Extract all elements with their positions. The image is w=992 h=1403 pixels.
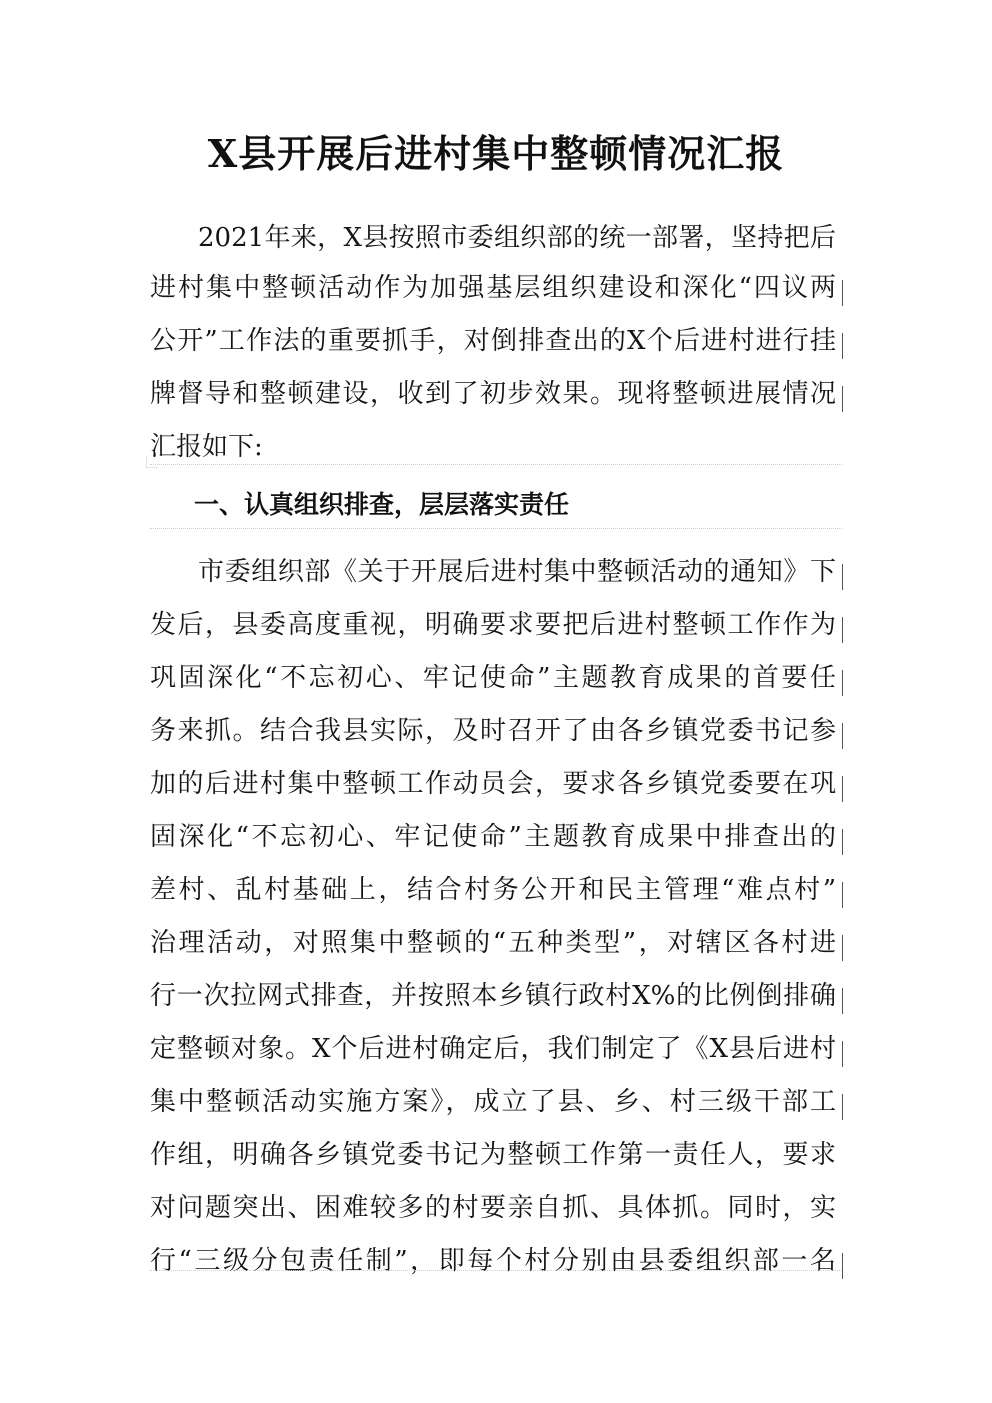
body-line: 市委组织部《关于开展后进村集中整顿活动的通知》下 bbox=[198, 557, 836, 587]
margin-mark bbox=[842, 617, 843, 643]
margin-mark bbox=[842, 723, 843, 749]
margin-mark bbox=[842, 1041, 843, 1067]
document-title: X县开展后进村集中整顿情况汇报 bbox=[207, 131, 785, 176]
intro-line: 进村集中整顿活动作为加强基层组织建设和深化“四议两 bbox=[150, 273, 836, 303]
section-divider bbox=[150, 464, 842, 465]
body-line: 行一次拉网式排查，并按照本乡镇行政村X%的比例倒排确 bbox=[150, 981, 836, 1011]
margin-mark bbox=[842, 564, 843, 590]
margin-mark bbox=[842, 670, 843, 696]
page-bottom-divider bbox=[150, 1270, 842, 1271]
body-line: 加的后进村集中整顿工作动员会，要求各乡镇党委要在巩 bbox=[150, 769, 836, 799]
body-line: 治理活动，对照集中整顿的“五种类型”，对辖区各村进 bbox=[150, 928, 836, 958]
body-line: 行“三级分包责任制”，即每个村分别由县委组织部一名 bbox=[150, 1246, 836, 1276]
body-line: 作组，明确各乡镇党委书记为整顿工作第一责任人，要求 bbox=[150, 1140, 836, 1170]
margin-mark bbox=[842, 935, 843, 961]
section-heading: 一、认真组织排查，层层落实责任 bbox=[194, 490, 570, 519]
margin-mark bbox=[842, 988, 843, 1014]
intro-line: 公开”工作法的重要抓手，对倒排查出的X个后进村进行挂 bbox=[150, 326, 836, 356]
margin-mark bbox=[842, 1253, 843, 1279]
margin-mark bbox=[842, 333, 843, 359]
body-line: 固深化“不忘初心、牢记使命”主题教育成果中排查出的 bbox=[150, 822, 836, 852]
margin-mark bbox=[842, 882, 843, 908]
margin-mark bbox=[842, 1094, 843, 1120]
body-line: 务来抓。结合我县实际，及时召开了由各乡镇党委书记参 bbox=[150, 716, 836, 746]
body-line: 对问题突出、困难较多的村要亲自抓、具体抓。同时，实 bbox=[150, 1193, 836, 1223]
intro-line: 2021年来，X县按照市委组织部的统一部署，坚持把后 bbox=[198, 223, 836, 253]
body-line: 发后，县委高度重视，明确要求要把后进村整顿工作作为 bbox=[150, 610, 836, 640]
section-divider bbox=[150, 528, 842, 529]
intro-line: 牌督导和整顿建设，收到了初步效果。现将整顿进展情况 bbox=[150, 379, 836, 409]
body-line: 定整顿对象。X个后进村确定后，我们制定了《X县后进村 bbox=[150, 1034, 836, 1064]
margin-mark bbox=[842, 386, 843, 412]
body-line: 巩固深化“不忘初心、牢记使命”主题教育成果的首要任 bbox=[150, 663, 836, 693]
margin-mark bbox=[842, 280, 843, 306]
body-line: 差村、乱村基础上，结合村务公开和民主管理“难点村” bbox=[150, 875, 836, 905]
margin-mark bbox=[842, 776, 843, 802]
margin-mark bbox=[842, 829, 843, 855]
intro-line: 汇报如下: bbox=[150, 432, 263, 462]
body-line: 集中整顿活动实施方案》，成立了县、乡、村三级干部工 bbox=[150, 1087, 836, 1117]
